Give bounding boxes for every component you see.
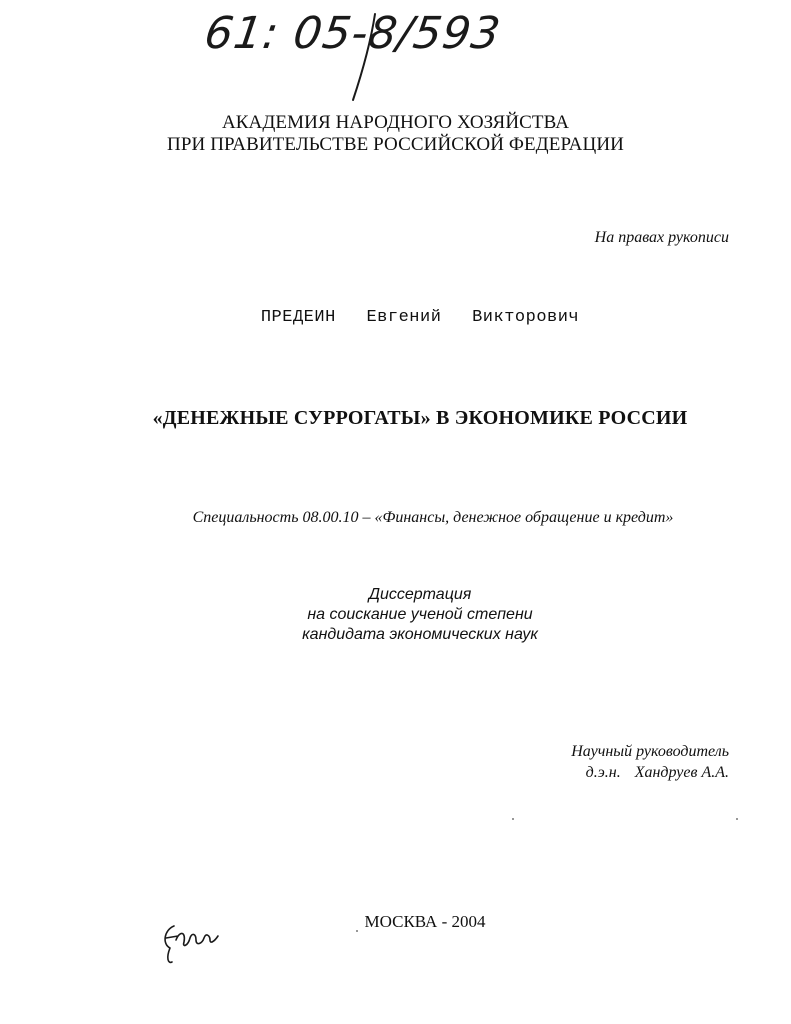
- scan-speck: [512, 818, 514, 820]
- organization-line-1: АКАДЕМИЯ НАРОДНОГО ХОЗЯЙСТВА: [221, 112, 570, 133]
- organization-heading: [0, 112, 791, 156]
- dissertation-label: Диссертация: [368, 586, 472, 603]
- scan-speck: [356, 930, 358, 932]
- author-full-name: [0, 308, 791, 327]
- city-year: МОСКВА - 2004: [364, 912, 486, 931]
- scan-speck: [736, 818, 738, 820]
- degree-name-line: кандидата экономических наук: [302, 626, 538, 643]
- handwritten-signature: [160, 918, 230, 968]
- handwritten-slash-mark: [345, 10, 385, 105]
- dissertation-degree-block: [0, 585, 791, 645]
- organization-line-2: ПРИ ПРАВИТЕЛЬСТВЕ РОССИЙСКОЙ ФЕДЕРАЦИИ: [167, 134, 624, 155]
- supervisor-name-line: [571, 762, 729, 783]
- supervisor-role: Научный руководитель: [571, 743, 729, 760]
- author-patronymic: Викторович: [472, 308, 580, 327]
- supervisor-name: Хандруев А.А.: [634, 764, 729, 781]
- manuscript-rights-note: На правах рукописи: [594, 229, 729, 246]
- specialty-line: Специальность 08.00.10 – «Финансы, денежное обращение и кредит»: [192, 509, 674, 526]
- supervisor-block: [571, 741, 729, 783]
- degree-purpose-line: на соискание ученой степени: [307, 606, 533, 623]
- author-name: Евгений: [366, 308, 442, 327]
- supervisor-degree: д.э.н.: [585, 764, 621, 781]
- dissertation-title: «ДЕНЕЖНЫЕ СУРРОГАТЫ» В ЭКОНОМИКЕ РОССИИ: [152, 407, 688, 429]
- handwritten-archive-code: 61: 05-8/593: [201, 8, 505, 59]
- author-surname: ПРЕДЕИН: [260, 308, 336, 327]
